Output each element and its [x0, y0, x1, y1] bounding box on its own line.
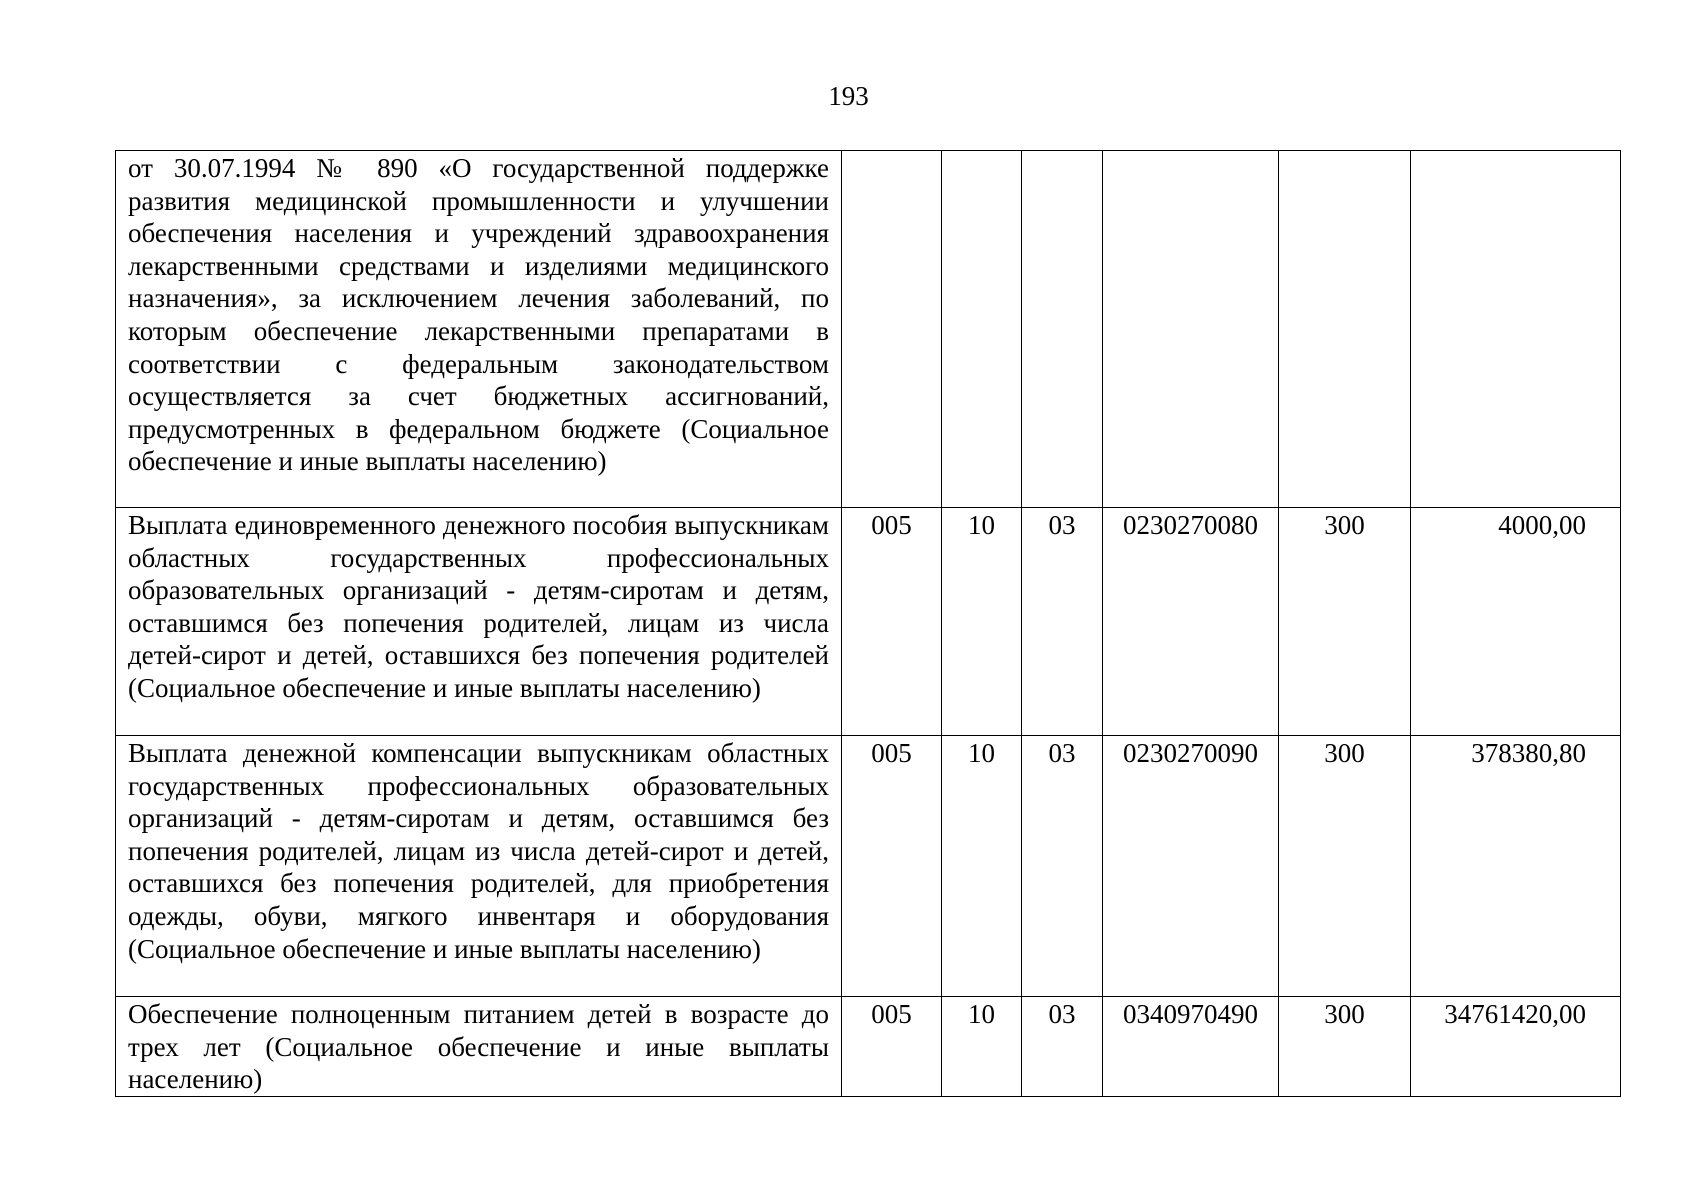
section-cell: 10: [942, 508, 1022, 736]
amount-cell: 34761420,00: [1411, 997, 1621, 1097]
target-article-cell: 0340970490: [1103, 997, 1279, 1097]
ministry-code-cell: [842, 151, 942, 508]
ministry-code-cell: 005: [842, 997, 942, 1097]
table-row: [116, 997, 1621, 1097]
amount-cell: [1411, 151, 1621, 508]
target-article-cell: 0230270090: [1103, 736, 1279, 997]
section-cell: 10: [942, 736, 1022, 997]
description-cell: Выплата единовременного денежного пособия выпускникам областных государственных профессиональных образовательных организаций - детям-сиротам и детям, оставшимся без попечения родителей, лицам из числа детей-сирот и детей, оставшихся без попечения родителей (Социальное обеспечение и иные выплаты населению): [116, 508, 842, 736]
budget-table: [115, 150, 1621, 1097]
description-cell: от 30.07.1994 № 890 «О государственной поддержке развития медицинской промышленности и улучшении обеспечения населения и учреждений здравоохранения лекарственными средствами и изделиями медицинского назначения», за исключением лечения заболеваний, по которым обеспечение лекарственными препаратами в соответствии с федеральным законодательством осуществляется за счет бюджетных ассигнований, предусмотренных в федеральном бюджете (Социальное обеспечение и иные выплаты населению): [116, 151, 842, 508]
description-cell: Обеспечение полноценным питанием детей в возрасте до трех лет (Социальное обеспечение и иные выплаты населению): [116, 997, 842, 1097]
expense-type-cell: 300: [1279, 736, 1411, 997]
table-row: [116, 151, 1621, 508]
description-cell: Выплата денежной компенсации выпускникам областных государственных профессиональных образовательных организаций - детям-сиротам и детям, оставшимся без попечения родителей, лицам из числа детей-сирот и детей, оставшихся без попечения родителей, для приобретения одежды, обуви, мягкого инвентаря и оборудования (Социальное обеспечение и иные выплаты населению): [116, 736, 842, 997]
target-article-cell: [1103, 151, 1279, 508]
amount-cell: 4000,00: [1411, 508, 1621, 736]
ministry-code-cell: 005: [842, 736, 942, 997]
subsection-cell: [1022, 151, 1103, 508]
subsection-cell: 03: [1022, 508, 1103, 736]
table-row: [116, 736, 1621, 997]
section-cell: 10: [942, 997, 1022, 1097]
expense-type-cell: [1279, 151, 1411, 508]
subsection-cell: 03: [1022, 997, 1103, 1097]
expense-type-cell: 300: [1279, 508, 1411, 736]
table-row: [116, 508, 1621, 736]
subsection-cell: 03: [1022, 736, 1103, 997]
page-number: 193: [828, 81, 869, 111]
amount-cell: 378380,80: [1411, 736, 1621, 997]
section-cell: [942, 151, 1022, 508]
expense-type-cell: 300: [1279, 997, 1411, 1097]
ministry-code-cell: 005: [842, 508, 942, 736]
target-article-cell: 0230270080: [1103, 508, 1279, 736]
